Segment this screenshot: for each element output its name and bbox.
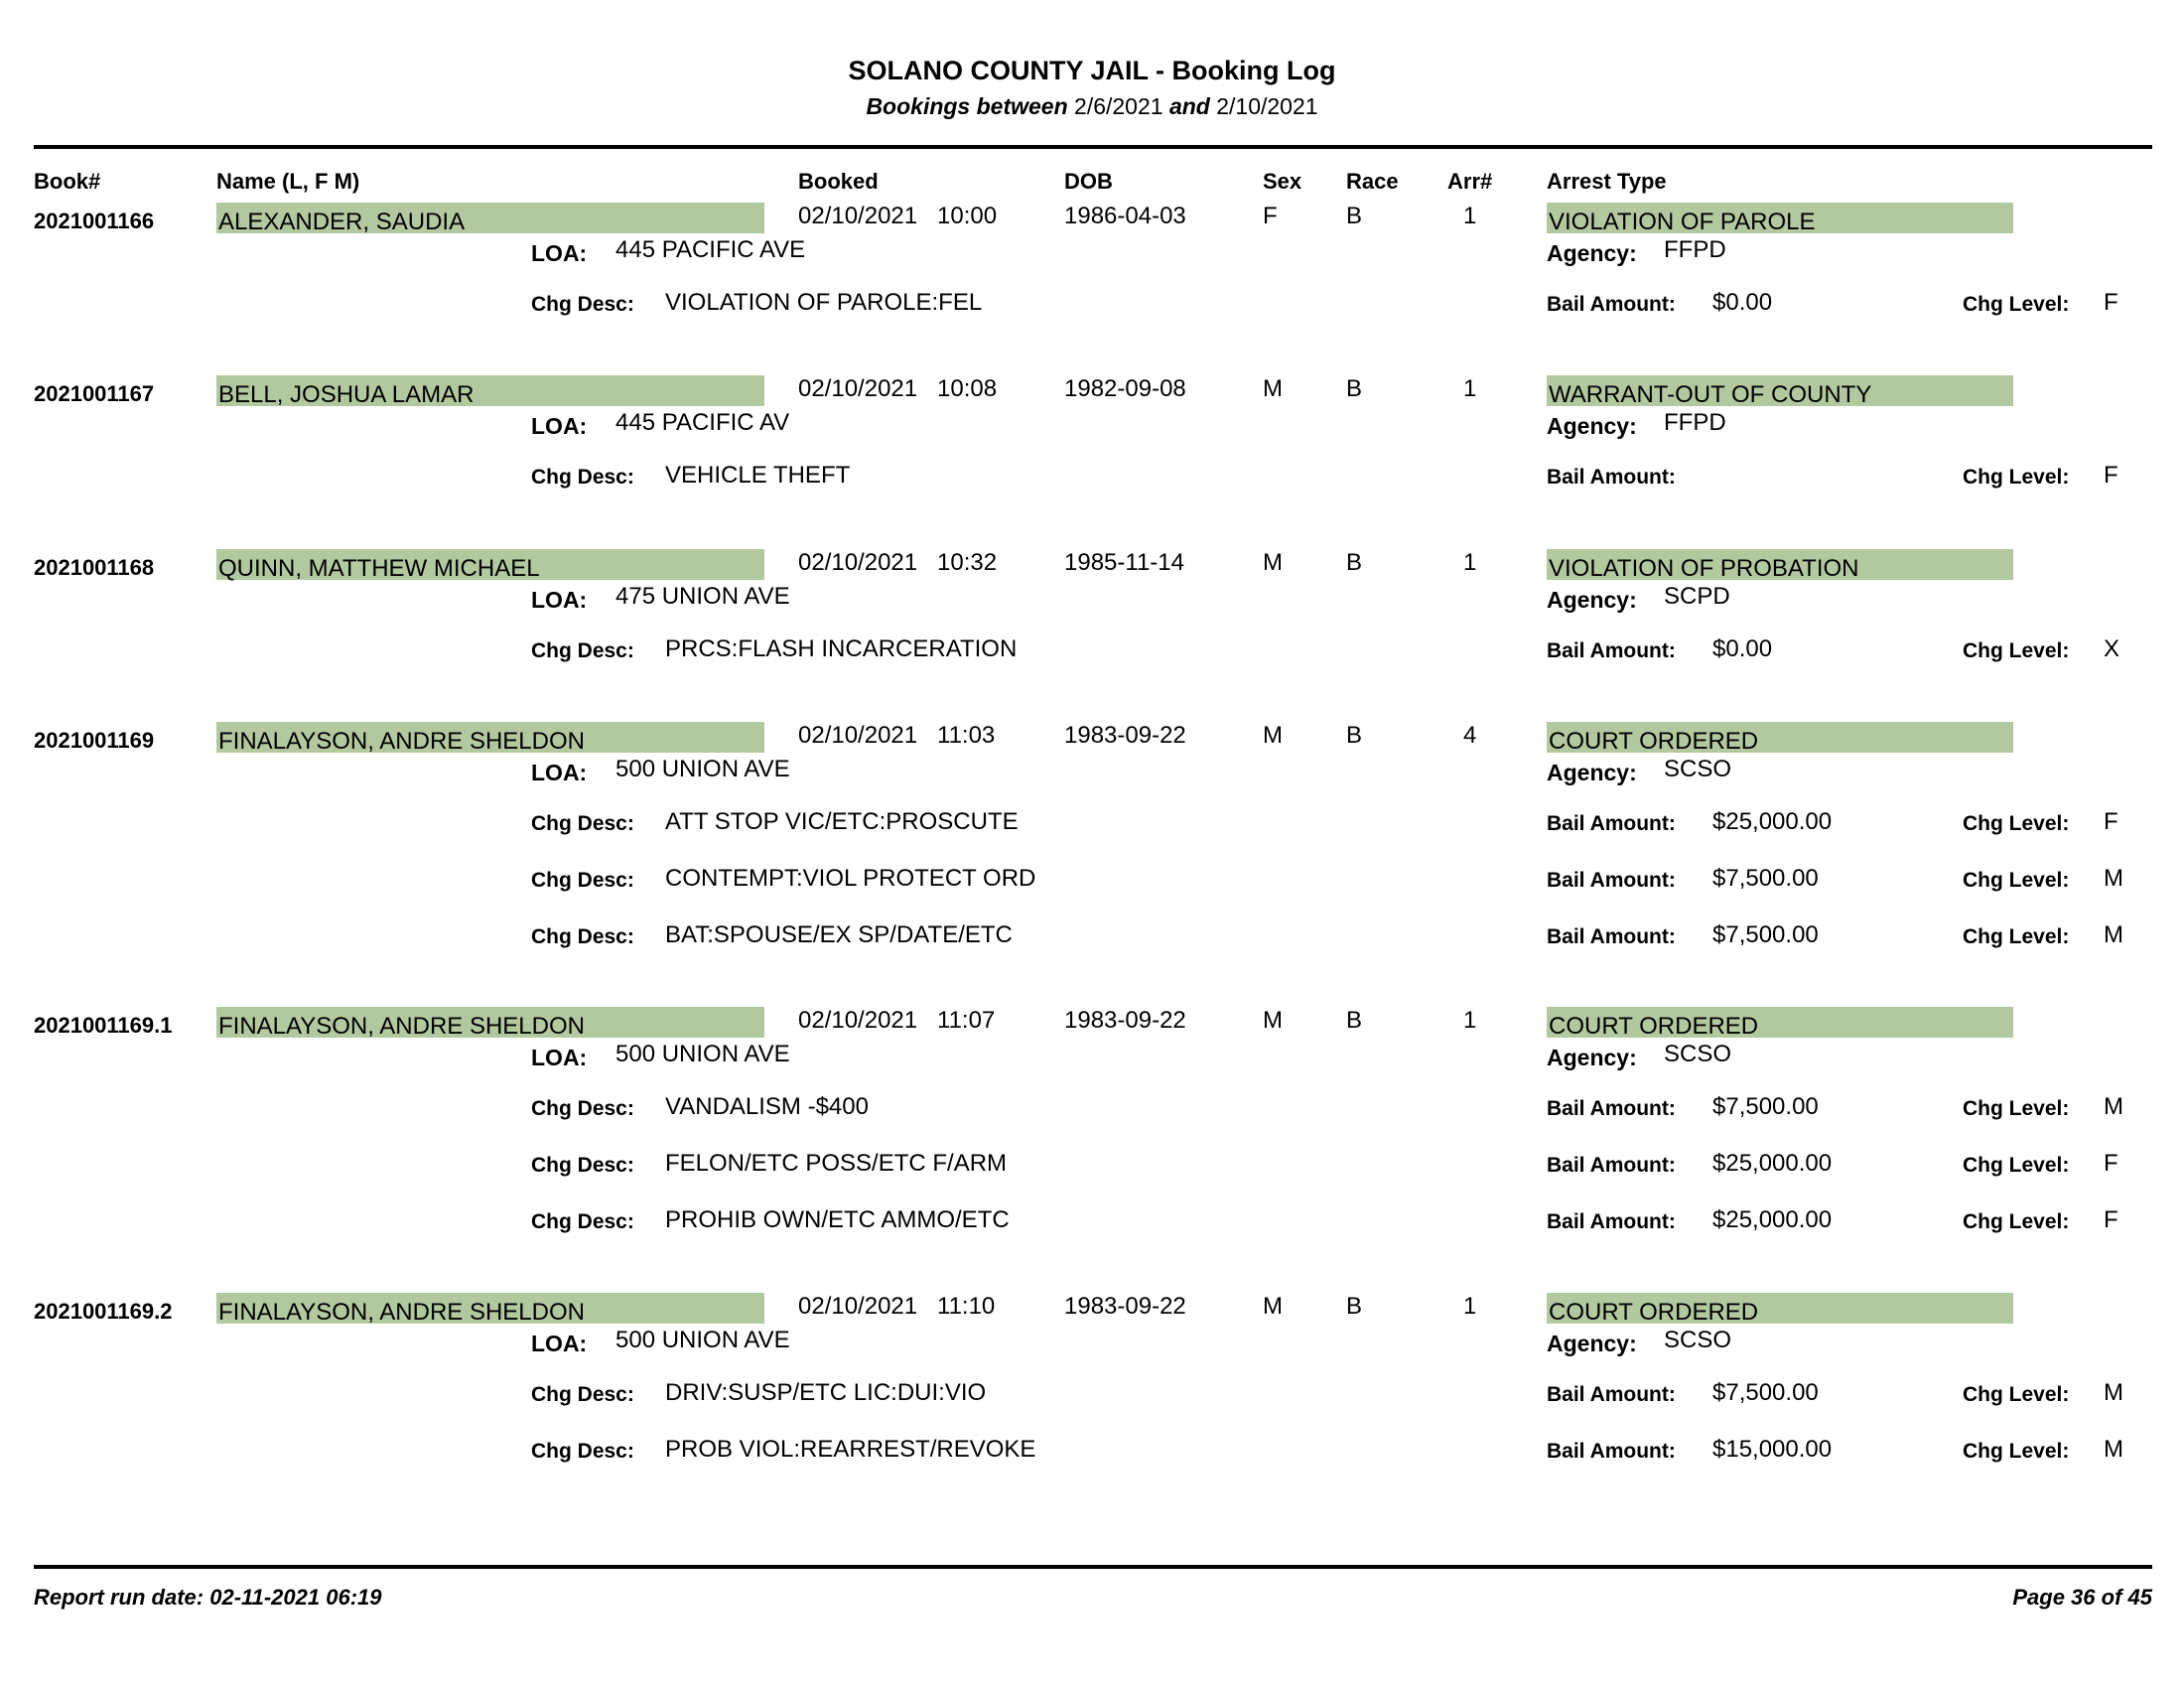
agency-value: FFPD [1664,409,1726,436]
arrest-type-highlight [1547,203,2013,233]
bail-amount: $25,000.00 [1712,1150,1833,1177]
chg-level-label: Chg Level: [1963,639,2070,662]
chg-desc-label: Chg Desc: [531,925,634,948]
bail-amount: $0.00 [1712,289,1773,316]
loa-label: LOA: [531,760,588,785]
booked-date: 02/10/2021 [798,549,918,576]
race: B [1346,1007,1363,1034]
charge-level: M [2104,1379,2123,1406]
charge-description: FELON/ETC POSS/ETC F/ARM [665,1150,1008,1177]
bail-amount: $0.00 [1712,635,1773,662]
date-of-birth: 1983-09-22 [1064,1007,1186,1034]
charge-description: VANDALISM -$400 [665,1093,869,1120]
chg-desc-label: Chg Desc: [531,293,634,316]
agency-value: FFPD [1664,236,1726,263]
booked-time: 11:10 [937,1293,996,1320]
inmate-name: FINALAYSON, ANDRE SHELDON [218,728,585,755]
chg-desc-label: Chg Desc: [531,1383,634,1406]
book-number: 2021001169 [34,728,155,753]
chg-desc-label: Chg Desc: [531,812,634,835]
loa-label: LOA: [531,240,588,266]
agency-value: SCSO [1664,1327,1732,1353]
charge-level: F [2104,1206,2118,1233]
loa-value: 500 UNION AVE [615,1041,790,1067]
arrest-count: 1 [1463,1007,1477,1034]
loa-value: 445 PACIFIC AV [615,409,790,436]
bail-amount: $25,000.00 [1712,1206,1833,1233]
charge-level: F [2104,1150,2118,1177]
arrest-type-highlight [1547,722,2013,753]
col-header-arrest-type: Arrest Type [1547,169,1667,194]
charge-description: CONTEMPT:VIOL PROTECT ORD [665,865,1036,892]
inmate-name-highlight [216,722,764,753]
arrest-type-highlight [1547,549,2013,580]
agency-value: SCSO [1664,756,1732,782]
inmate-name-highlight [216,1293,764,1324]
report-run-date: Report run date: 02-11-2021 06:19 [34,1585,382,1610]
agency-label: Agency: [1547,240,1637,266]
inmate-name: QUINN, MATTHEW MICHAEL [218,555,540,582]
arrest-count: 1 [1463,375,1477,402]
chg-desc-label: Chg Desc: [531,1097,634,1120]
bail-amount-label: Bail Amount: [1547,1440,1676,1463]
inmate-name-highlight [216,1007,764,1038]
charge-level: M [2104,865,2123,892]
sex: M [1263,375,1283,402]
arrest-type: COURT ORDERED [1549,1013,1759,1040]
bail-amount-label: Bail Amount: [1547,293,1676,316]
bail-amount-label: Bail Amount: [1547,639,1676,662]
charge-level: F [2104,808,2118,835]
date-of-birth: 1986-04-03 [1064,203,1186,229]
header-divider [34,145,2152,149]
bail-amount-label: Bail Amount: [1547,869,1676,892]
race: B [1346,549,1363,576]
col-header-dob: DOB [1064,169,1113,194]
charge-level: M [2104,921,2123,948]
col-header-name: Name (L, F M) [216,169,360,194]
bail-amount: $15,000.00 [1712,1436,1833,1463]
booked-date: 02/10/2021 [798,375,918,402]
start-date: 2/6/2021 [1074,93,1163,119]
sex: F [1263,203,1278,229]
loa-label: LOA: [531,1331,588,1356]
inmate-name-highlight [216,375,764,406]
date-of-birth: 1982-09-08 [1064,375,1186,402]
col-header-booked: Booked [798,169,879,194]
inmate-name: FINALAYSON, ANDRE SHELDON [218,1299,585,1326]
arrest-count: 1 [1463,549,1477,576]
chg-desc-label: Chg Desc: [531,869,634,892]
chg-level-label: Chg Level: [1963,812,2070,835]
agency-label: Agency: [1547,1045,1637,1070]
loa-value: 475 UNION AVE [615,583,790,610]
charge-level: F [2104,462,2118,489]
loa-label: LOA: [531,1045,588,1070]
col-header-arr: Arr# [1447,169,1493,194]
col-header-sex: Sex [1263,169,1302,194]
chg-desc-label: Chg Desc: [531,1440,634,1463]
bail-amount-label: Bail Amount: [1547,925,1676,948]
subtitle-and: and [1168,93,1210,119]
arrest-type: COURT ORDERED [1549,728,1759,755]
chg-level-label: Chg Level: [1963,466,2070,489]
arrest-count: 4 [1463,722,1477,749]
agency-label: Agency: [1547,413,1637,439]
loa-value: 500 UNION AVE [615,1327,790,1353]
race: B [1346,203,1363,229]
arrest-type: VIOLATION OF PAROLE [1549,209,1816,235]
booked-time: 11:03 [937,722,996,749]
charge-description: BAT:SPOUSE/EX SP/DATE/ETC [665,921,1013,948]
charge-description: PRCS:FLASH INCARCERATION [665,635,1018,662]
arrest-count: 1 [1463,203,1477,229]
chg-level-label: Chg Level: [1963,1210,2070,1233]
race: B [1346,1293,1363,1320]
subtitle-prefix: Bookings between [866,93,1068,119]
arrest-type: VIOLATION OF PROBATION [1549,555,1859,582]
chg-level-label: Chg Level: [1963,293,2070,316]
charge-level: F [2104,289,2118,316]
chg-desc-label: Chg Desc: [531,1210,634,1233]
booked-date: 02/10/2021 [798,1007,918,1034]
agency-value: SCSO [1664,1041,1732,1067]
col-header-book: Book# [34,169,101,194]
sex: M [1263,1007,1283,1034]
bail-amount-label: Bail Amount: [1547,1210,1676,1233]
bail-amount-label: Bail Amount: [1547,1154,1676,1177]
inmate-name-highlight [216,203,764,233]
charge-description: DRIV:SUSP/ETC LIC:DUI:VIO [665,1379,987,1406]
inmate-name-highlight [216,549,764,580]
report-subtitle [0,93,2184,120]
loa-value: 445 PACIFIC AVE [615,236,806,263]
book-number: 2021001169.1 [34,1013,173,1038]
sex: M [1263,549,1283,576]
inmate-name: FINALAYSON, ANDRE SHELDON [218,1013,585,1040]
arrest-type: WARRANT-OUT OF COUNTY [1549,381,1872,408]
book-number: 2021001166 [34,209,155,233]
date-of-birth: 1983-09-22 [1064,722,1186,749]
booked-date: 02/10/2021 [798,203,918,229]
charge-description: VIOLATION OF PAROLE:FEL [665,289,983,316]
chg-level-label: Chg Level: [1963,1097,2070,1120]
arrest-type-highlight [1547,375,2013,406]
footer-divider [34,1565,2152,1569]
race: B [1346,722,1363,749]
arrest-type: COURT ORDERED [1549,1299,1759,1326]
chg-level-label: Chg Level: [1963,1383,2070,1406]
date-of-birth: 1983-09-22 [1064,1293,1186,1320]
arrest-count: 1 [1463,1293,1477,1320]
chg-desc-label: Chg Desc: [531,1154,634,1177]
charge-level: X [2104,635,2120,662]
charge-description: VEHICLE THEFT [665,462,851,489]
bail-amount: $25,000.00 [1712,808,1833,835]
booked-time: 10:08 [937,375,998,402]
chg-desc-label: Chg Desc: [531,639,634,662]
col-header-race: Race [1346,169,1399,194]
book-number: 2021001169.2 [34,1299,173,1324]
booked-time: 10:32 [937,549,998,576]
arrest-type-highlight [1547,1293,2013,1324]
date-of-birth: 1985-11-14 [1064,549,1184,576]
end-date: 2/10/2021 [1216,93,1318,119]
chg-level-label: Chg Level: [1963,1440,2070,1463]
loa-value: 500 UNION AVE [615,756,790,782]
booked-date: 02/10/2021 [798,722,918,749]
sex: M [1263,1293,1283,1320]
sex: M [1263,722,1283,749]
bail-amount: $7,500.00 [1712,1093,1819,1120]
book-number: 2021001168 [34,555,155,580]
charge-level: M [2104,1093,2123,1120]
charge-level: M [2104,1436,2123,1463]
agency-label: Agency: [1547,760,1637,785]
bail-amount-label: Bail Amount: [1547,466,1676,489]
booked-date: 02/10/2021 [798,1293,918,1320]
bail-amount: $7,500.00 [1712,865,1819,892]
chg-level-label: Chg Level: [1963,1154,2070,1177]
loa-label: LOA: [531,587,588,613]
bail-amount: $7,500.00 [1712,921,1819,948]
bail-amount: $7,500.00 [1712,1379,1819,1406]
report-title: SOLANO COUNTY JAIL - Booking Log [848,56,1336,85]
bail-amount-label: Bail Amount: [1547,1097,1676,1120]
loa-label: LOA: [531,413,588,439]
charge-description: ATT STOP VIC/ETC:PROSCUTE [665,808,1019,835]
inmate-name: ALEXANDER, SAUDIA [218,209,466,235]
arrest-type-highlight [1547,1007,2013,1038]
booked-time: 11:07 [937,1007,996,1034]
chg-desc-label: Chg Desc: [531,466,634,489]
page-number: Page 36 of 45 [2012,1585,2152,1610]
booked-time: 10:00 [937,203,998,229]
bail-amount-label: Bail Amount: [1547,1383,1676,1406]
charge-description: PROHIB OWN/ETC AMMO/ETC [665,1206,1010,1233]
chg-level-label: Chg Level: [1963,925,2070,948]
inmate-name: BELL, JOSHUA LAMAR [218,381,475,408]
chg-level-label: Chg Level: [1963,869,2070,892]
agency-label: Agency: [1547,587,1637,613]
agency-label: Agency: [1547,1331,1637,1356]
book-number: 2021001167 [34,381,155,406]
charge-description: PROB VIOL:REARREST/REVOKE [665,1436,1036,1463]
agency-value: SCPD [1664,583,1730,610]
bail-amount-label: Bail Amount: [1547,812,1676,835]
race: B [1346,375,1363,402]
